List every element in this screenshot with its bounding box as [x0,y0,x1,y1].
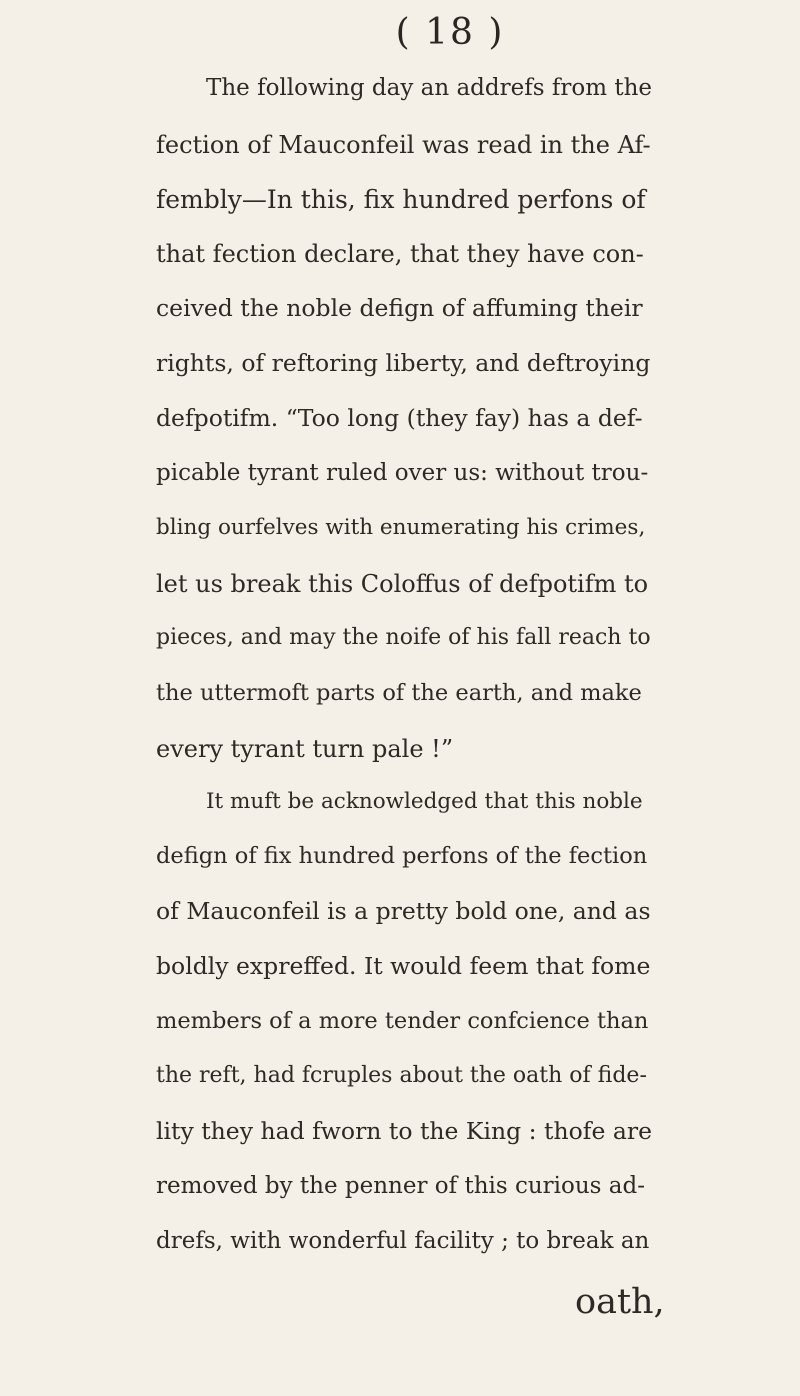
text-line-15: defign of fix hundred perfons of the fection [156,843,648,869]
text-line-17: boldly expreffed. It would feem that fome [156,952,651,980]
text-line-1: The following day an addrefs from the [206,75,652,101]
text-line-4: that fection declare, that they have con- [156,240,644,268]
text-line-16: of Mauconfeil is a pretty bold one, and as [156,897,651,925]
text-line-10: let us break this Coloffus of defpotifm to [156,570,649,598]
text-line-5: ceived the noble defign of affuming their [156,294,643,322]
text-line-22: drefs, with wonderful facility ; to break an [156,1228,650,1254]
text-line-12: the uttermoft parts of the earth, and make [156,680,642,706]
text-line-11: pieces, and may the noife of his fall reach to [156,625,651,650]
text-line-21: removed by the penner of this curious ad- [156,1173,646,1199]
text-line-9: bling ourfelves with enumerating his crimes, [156,515,646,540]
text-line-13: every tyrant turn pale !” [156,735,454,763]
text-line-14: It muft be acknowledged that this noble [206,789,643,814]
page-number: ( 18 ) [395,12,505,53]
text-line-2: fection of Mauconfeil was read in the Af- [156,131,651,159]
text-line-23: oath, [575,1282,665,1322]
text-line-3: fembly—In this, fix hundred perfons of [156,185,646,214]
text-line-19: the reft, had fcruples about the oath of fide- [156,1063,647,1088]
text-line-18: members of a more tender confcience than [156,1008,649,1034]
text-line-7: defpotifm. “Too long (they fay) has a def- [156,404,643,432]
text-line-8: picable tyrant ruled over us: without trou- [156,460,649,486]
text-line-6: rights, of reftoring liberty, and deftroying [156,349,651,377]
text-line-20: lity they had fworn to the King : thofe are [156,1117,652,1145]
